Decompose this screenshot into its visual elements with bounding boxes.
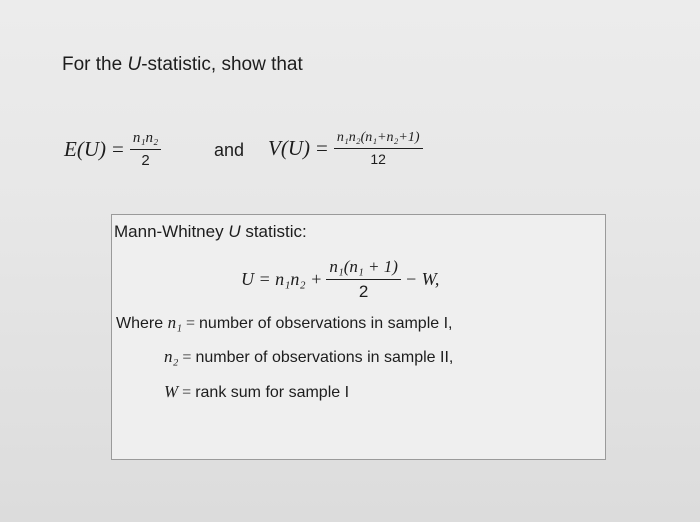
prompt-after: -statistic, show that [141,54,303,75]
definition-box [111,214,606,460]
connector-and: and [214,140,245,160]
definition-n1-symbol: n₁ [167,313,182,332]
prompt-italic-u: U [127,54,142,75]
u-statistic-formula [241,257,439,302]
equals-sign: = [186,315,196,332]
expectation-fraction [130,130,161,169]
expectation-equals: = [111,137,124,161]
definition-n1-text: number of observations in sample I, [199,315,453,332]
u-formula-tail: − W, [404,269,440,289]
variance-fraction [334,130,423,167]
problem-prompt [62,54,303,76]
definition-w [164,382,349,402]
expectation-denominator: 2 [141,152,150,169]
definition-n2-symbol: n₂ [164,347,179,366]
expectation-numerator: n₁n₂ [130,130,161,150]
u-formula-denominator: 2 [358,282,369,301]
definition-n1 [116,313,453,333]
u-formula-numerator: n₁(n₁ + 1) [326,257,401,280]
expectation-formula [64,130,161,169]
variance-lhs: V(U) [268,136,310,160]
box-title-before: Mann-Whitney [114,222,229,241]
where-word: Where [116,315,164,332]
variance-numerator: n₁n₂(n₁+n₂+1) [334,130,423,149]
definition-n2-text: number of observations in sample II, [195,349,454,366]
variance-denominator: 12 [370,151,386,167]
definition-n2 [164,347,453,367]
prompt-before: For the [62,54,128,75]
equals-sign: = [182,384,192,401]
equals-sign: = [182,349,192,366]
variance-formula [268,130,423,167]
box-title-italic-u: U [228,222,241,241]
definition-w-text: rank sum for sample I [195,384,350,401]
u-formula-fraction [326,257,401,302]
box-title [114,222,307,242]
u-formula-lhs: U = n₁n₂ + [241,269,323,289]
box-title-after: statistic: [240,222,307,241]
expectation-lhs: E(U) [64,137,106,161]
variance-equals: = [315,136,328,160]
definition-w-symbol: W [164,382,179,401]
